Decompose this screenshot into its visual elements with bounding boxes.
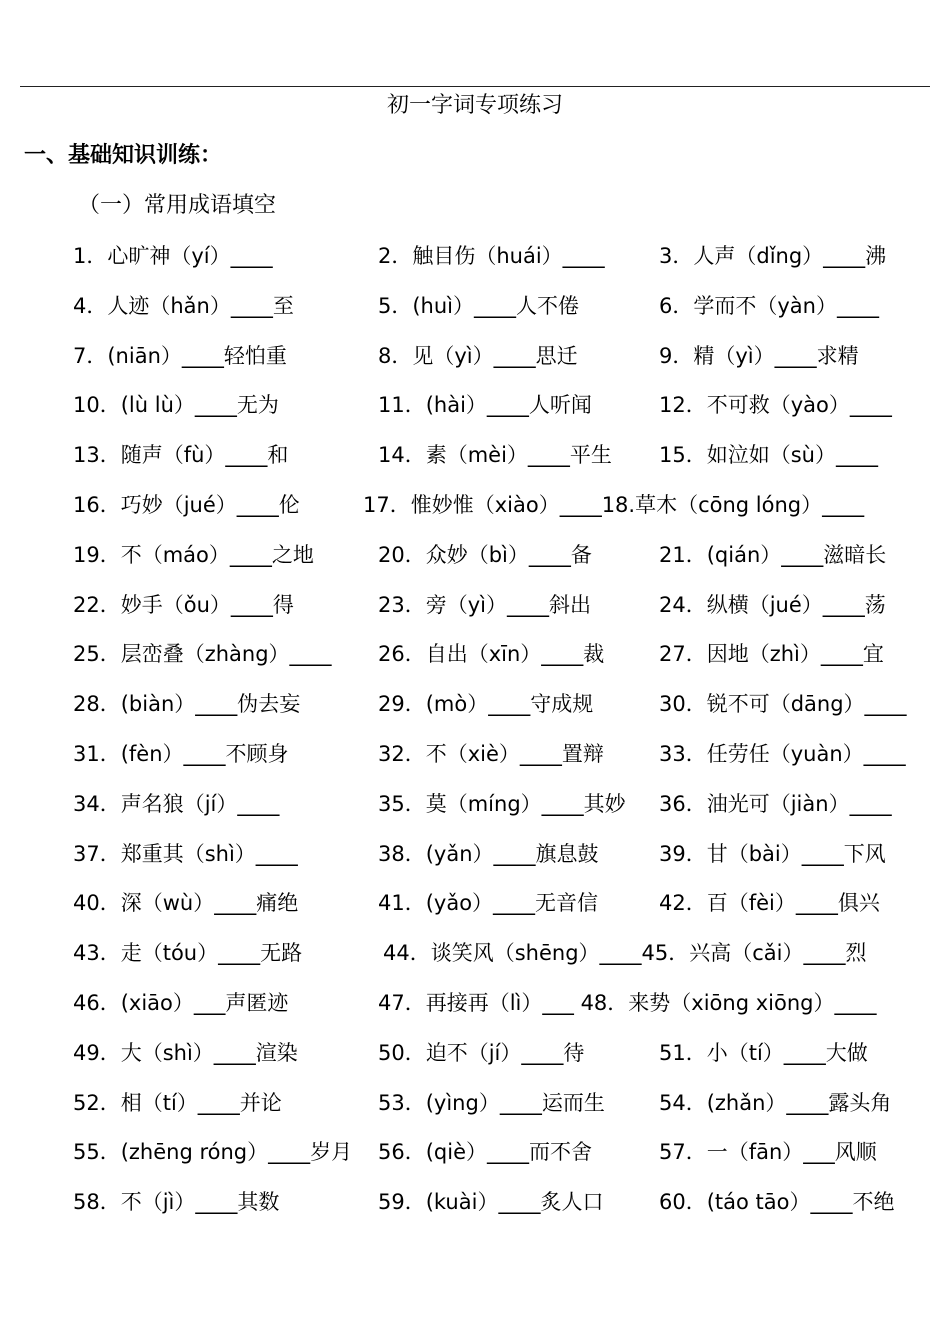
exercise-item: 20．众妙（bì）____备 — [378, 542, 592, 567]
exercise-item: 32．不（xiè）____置辩 — [378, 741, 604, 766]
exercise-row — [73, 937, 933, 987]
exercise-row — [73, 738, 933, 788]
exercise-item: 42．百（fèi）____俱兴 — [659, 891, 880, 916]
exercise-item: 49．大（shì）____渲染 — [73, 1040, 298, 1065]
exercise-item: 11．(hài）____人听闻 — [378, 393, 592, 418]
exercise-row — [73, 1186, 933, 1236]
exercise-item: 54．(zhǎn）____露头角 — [659, 1090, 892, 1115]
exercise-item: 43．走（tóu）____无路 — [73, 941, 303, 966]
exercise-row — [73, 340, 933, 390]
exercise-row — [73, 1136, 933, 1186]
exercise-row — [73, 688, 933, 738]
exercise-item: 33．任劳任（yuàn）____ — [659, 741, 906, 766]
exercise-row — [73, 1087, 933, 1137]
exercise-item: 19．不（máo）____之地 — [73, 542, 314, 567]
exercise-item: 25．层峦叠（zhàng）____ — [73, 642, 332, 667]
exercise-item: 22．妙手（ǒu）____得 — [73, 592, 294, 617]
exercise-item: 34．声名狼（jí）____ — [73, 791, 280, 816]
exercise-item: 39．甘（bài）____下风 — [659, 841, 886, 866]
exercise-item: 12．不可救（yào）____ — [659, 393, 892, 418]
exercise-item: 24．纵横（jué）____荡 — [659, 592, 886, 617]
exercise-item: 44．谈笑风（shēng）____45．兴高（cǎi）____烈 — [383, 941, 867, 966]
exercise-row — [73, 389, 933, 439]
exercise-item: 4．人迹（hǎn）____至 — [73, 293, 294, 318]
exercise-item: 26．自出（xīn）____裁 — [378, 642, 605, 667]
exercise-item: 2．触目伤（huái）____ — [378, 244, 605, 268]
exercise-item: 6．学而不（yàn）____ — [659, 293, 879, 318]
exercise-item: 38．(yǎn）____旗息鼓 — [378, 841, 599, 866]
exercise-item: 40．深（wù）____痛绝 — [73, 891, 299, 916]
exercise-item: 46．(xiāo）___声匿迹 — [73, 990, 289, 1015]
exercise-item: 3．人声（dǐng）____沸 — [659, 244, 887, 268]
exercise-item: 15．如泣如（sù）____ — [659, 443, 878, 468]
exercise-item: 30．锐不可（dāng）____ — [659, 692, 907, 717]
exercise-item: 51．小（tí）____大做 — [659, 1040, 868, 1065]
exercise-row — [73, 838, 933, 888]
exercise-item: 16．巧妙（jué）____伦 — [73, 492, 300, 517]
exercise-item: 31．(fèn）____不顾身 — [73, 741, 289, 766]
exercise-item: 35．莫（míng）____其妙 — [378, 791, 626, 816]
exercise-item: 7．(niān）____轻怕重 — [73, 343, 287, 368]
exercise-item: 41．(yǎo）____无音信 — [378, 891, 599, 916]
exercise-item: 55．(zhēng róng）____岁月 — [73, 1140, 353, 1165]
exercise-row — [73, 290, 933, 340]
exercise-item: 14．素（mèi）____平生 — [378, 443, 612, 468]
exercise-row — [73, 439, 933, 489]
exercise-row — [73, 788, 933, 838]
exercise-item: 17．惟妙惟（xiào）____18.草木（cōng lóng）____ — [363, 492, 865, 517]
page-title: 初一字词专项练习 — [386, 93, 563, 118]
section-heading: 一、基础知识训练： — [24, 143, 223, 168]
exercise-row — [73, 489, 933, 539]
exercise-row — [73, 887, 933, 937]
exercise-item: 57．一（fān）___风顺 — [659, 1140, 877, 1165]
exercise-item: 47．再接再（lì）___ 48．来势（xiōng xiōng）____ — [378, 990, 877, 1015]
exercise-list — [73, 240, 933, 1236]
exercise-item: 28．(biàn）____伪去妄 — [73, 692, 301, 717]
exercise-item: 5．(huì）____人不倦 — [378, 293, 580, 318]
subsection-heading: （一）常用成语填空 — [78, 193, 277, 218]
exercise-item: 37．郑重其（shì）____ — [73, 841, 298, 866]
exercise-item: 9．精（yì）____求精 — [659, 343, 859, 368]
exercise-item: 58．不（jì）____其数 — [73, 1190, 280, 1215]
exercise-item: 29．(mò）____守成规 — [378, 692, 594, 717]
exercise-item: 50．迫不（jí）____待 — [378, 1040, 585, 1065]
exercise-row — [73, 987, 933, 1037]
exercise-item: 56．(qiè）____而不舍 — [378, 1140, 592, 1165]
exercise-row — [73, 1037, 933, 1087]
exercise-row — [73, 539, 933, 589]
exercise-item: 36．油光可（jiàn）____ — [659, 791, 892, 816]
exercise-item: 59．(kuài）____炙人口 — [378, 1190, 604, 1215]
exercise-item: 8．见（yì）____思迁 — [378, 343, 578, 368]
exercise-row — [73, 589, 933, 639]
header-rule — [20, 86, 930, 87]
exercise-item: 10．(lù lù）____无为 — [73, 393, 279, 418]
exercise-item: 23．旁（yì）____斜出 — [378, 592, 591, 617]
exercise-item: 52．相（tí）____并论 — [73, 1090, 282, 1115]
exercise-item: 53．(yìng）____运而生 — [378, 1090, 605, 1115]
exercise-item: 60．(táo tāo）____不绝 — [659, 1190, 895, 1215]
exercise-item: 13．随声（fù）____和 — [73, 443, 289, 468]
exercise-item: 21．(qián）____滋暗长 — [659, 542, 887, 567]
exercise-row — [73, 638, 933, 688]
exercise-row — [73, 240, 933, 290]
exercise-item: 27．因地（zhì）____宜 — [659, 642, 884, 667]
exercise-item: 1．心旷神（yí）____ — [73, 244, 273, 268]
